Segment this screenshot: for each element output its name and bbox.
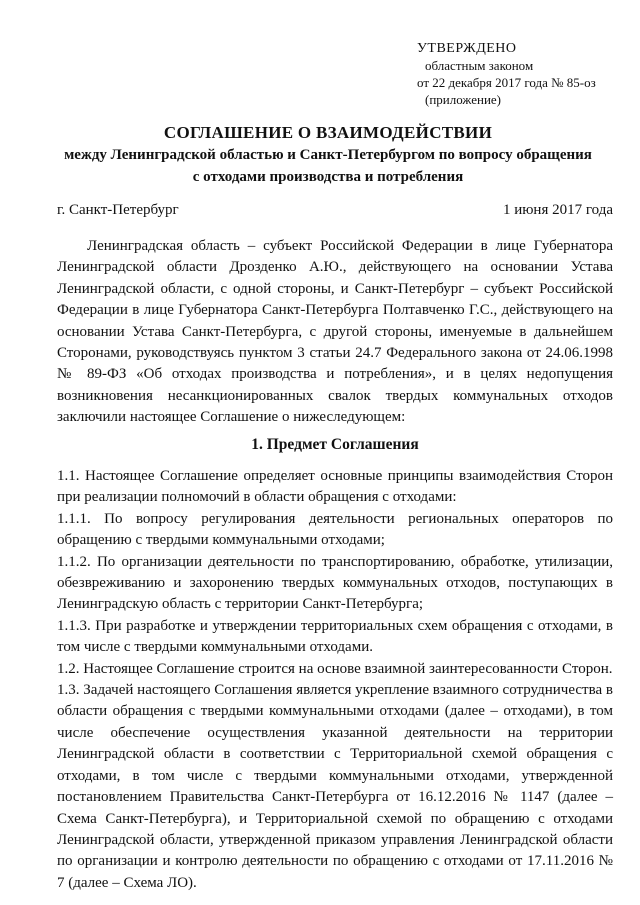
approval-head: УТВЕРЖДЕНО	[417, 41, 517, 56]
document-date: 1 июня 2017 года	[502, 202, 613, 218]
approval-law: областным законом	[425, 58, 534, 73]
place-date-row	[57, 200, 613, 220]
title-line-2: между Ленинградской областью и Санкт-Петербургом по вопросу обращения	[64, 147, 592, 163]
approval-date: от 22 декабря 2017 года № 85-оз	[417, 75, 596, 90]
paragraph-1-1: 1.1. Настоящее Соглашение определяет основные принципы взаимодействия Сторон при реализации полномочий в области обращения с отходами:	[57, 468, 613, 506]
document-title	[40, 122, 616, 188]
approval-appendix: (приложение)	[425, 92, 502, 107]
paragraph-1-1-2: 1.1.2. По организации деятельности по транспортированию, обработке, утилизации, обезвреживанию и захоронению твердых коммунальных отходов, поступающих в Ленинградскую область с территории Санкт-Петербурга;	[57, 553, 613, 613]
section-1-title: 1. Предмет Соглашения	[251, 436, 419, 453]
document-place: г. Санкт-Петербург	[57, 202, 179, 218]
approval-stamp	[417, 40, 596, 108]
preamble-text: Ленинградская область – субъект Российской Федерации в лице Губернатора Ленинградской области Дрозденко А.Ю., действующего на основании Устава Ленинградской области, с одной стороны, и Санкт-Петербург – субъект Российской Федерации в лице Губернатора Санкт-Петербурга Полтавченко Г.С., действующего на основании Устава Санкт-Петербурга, с другой стороны, именуемые в дальнейшем Сторонами, руководствуясь пунктом 3 статьи 24.7 Федерального закона от 24.06.1998 № 89-ФЗ «Об отходах производства и потребления», и в целях недопущения возникновения несанкционированных свалок твердых коммунальных отходов заключили настоящее Соглашение о нижеследующем:	[57, 238, 613, 426]
section-1-body	[57, 466, 613, 894]
paragraph-1-1-1: 1.1.1. По вопросу регулирования деятельности региональных операторов по обращению с твердыми коммунальными отходами;	[57, 510, 613, 549]
paragraph-1-3: 1.3. Задачей настоящего Соглашения является укрепление взаимного сотрудничества в области обращения с твердыми коммунальными отходами (далее – отходами), в том числе обеспечение осуществления указанной деятельности на территории Ленинградской области в соответствии с Территориальной схемой обращения с отходами, в том числе с твердыми коммунальными отходами, утвержденной постановлением Правительства Санкт-Петербурга от 16.12.2016 № 1147 (далее – Схема Санкт-Петербурга), и Территориальной схемой по обращению с отходами Ленинградской области, утвержденной приказом управления Ленинградской области по организации и контролю деятельности по обращению с отходами от 17.11.2016 № 7 (далее – Схема ЛО).	[57, 682, 613, 891]
paragraph-1-2: 1.2. Настоящее Соглашение строится на основе взаимной заинтересованности Сторон.	[57, 660, 613, 677]
title-line-3: с отходами производства и потребления	[192, 169, 464, 185]
title-line-1: СОГЛАШЕНИЕ О ВЗАИМОДЕЙСТВИИ	[163, 123, 493, 142]
preamble-paragraph	[57, 236, 613, 429]
paragraph-1-1-3: 1.1.3. При разработке и утверждении территориальных схем обращения с отходами, в том числе с твердыми коммунальными отходами.	[57, 617, 613, 656]
